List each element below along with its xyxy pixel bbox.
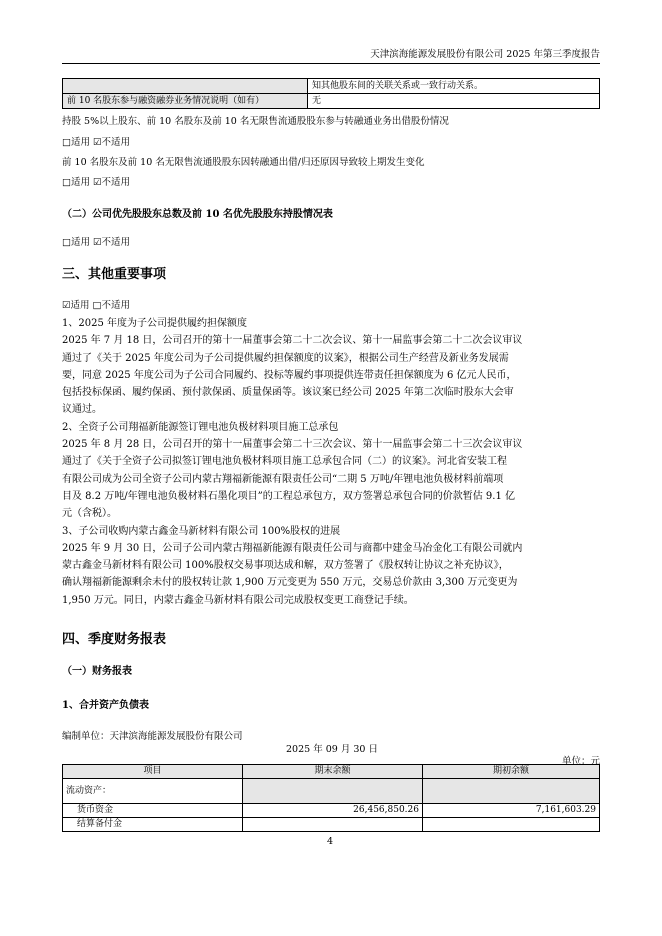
balance-sheet-table — [62, 764, 600, 832]
body-line: 3、子公司收购内蒙古鑫金马新材料有限公司 100%股权的进展 — [62, 525, 341, 537]
body-line: 通过了《关于全资子公司拟签订锂电池负极材料项目施工总承包合同（二）的议案》。河北省安装工程 — [62, 456, 507, 468]
table-cell — [423, 818, 600, 832]
body-line: 元（含税）。 — [62, 508, 117, 520]
body-line: 2025 年 9 月 30 日，公司子公司内蒙古翔福新能源有限责任公司与商都中建金马冶金化工有限公司就内 — [62, 542, 523, 554]
table-row — [63, 818, 600, 832]
header-rule — [62, 63, 600, 64]
table-cell: 货币资金 — [63, 804, 243, 818]
table-cell — [243, 818, 423, 832]
body-line: 2025 年 7 月 18 日，公司召开的第十一届董事会第二十二次会议、第十一届监事会第二十二次会议审议 — [62, 335, 523, 347]
table-row — [63, 79, 600, 94]
table-header-row — [63, 765, 600, 779]
table-cell: 结算备付金 — [63, 818, 243, 832]
table-row — [63, 779, 600, 804]
body-line: 2、全资子公司翔福新能源签订锂电池负极材料项目施工总承包 — [62, 421, 339, 433]
body-line: 通过了《关于 2025 年度公司为子公司提供履约担保额度的议案》，根据公司生产经营及新业务发展需 — [62, 352, 509, 364]
margin-change-heading: 前 10 名股东及前 10 名无限售流通股股东因转融通出借/归还原因导致较上期发生变化 — [62, 157, 425, 168]
column-header: 项目 — [63, 765, 243, 779]
other-matters-body — [62, 315, 600, 609]
table-cell — [423, 779, 600, 804]
column-header: 期末余额 — [243, 765, 423, 779]
body-line: 有限公司成为公司全资子公司内蒙古翔福新能源有限责任公司“二期 5 万吨/年锂电池负极材料前端项 — [62, 473, 504, 485]
body-line: 1、2025 年度为子公司提供履约担保额度 — [62, 318, 247, 329]
section-title-financial-statements: 四、季度财务报表 — [62, 632, 167, 647]
table-cell: 知其他股东间的关联关系或一致行动关系。 — [308, 79, 600, 94]
table-cell: 前 10 名股东参与融资融券业务情况说明（如有） — [63, 94, 308, 109]
body-line: 确认翔福新能源剩余未付的股权转让款 1,900 万元变更为 550 万元，交易总价款由 3,300 万元变更为 — [62, 577, 518, 589]
table-cell: 无 — [308, 94, 600, 109]
margin-lending-heading: 持股 5%以上股东、前 10 名股东及前 10 名无限售流通股股东参与转融通业务出借股份情况 — [62, 116, 449, 127]
applicability-mark: □适用 ☑不适用 — [62, 177, 131, 188]
applicability-mark: □适用 ☑不适用 — [62, 137, 131, 148]
table-cell — [243, 779, 423, 804]
compiler-label: 编制单位：天津滨海能源发展股份有限公司 — [62, 731, 243, 742]
column-header: 期初余额 — [423, 765, 600, 779]
body-line: 议通过。 — [62, 404, 102, 416]
applicability-mark: ☑适用 □不适用 — [62, 300, 131, 311]
section-title-other-matters: 三、其他重要事项 — [62, 267, 167, 282]
applicability-mark: □适用 ☑不适用 — [62, 237, 131, 248]
section-title-preferred-shares: （二）公司优先股股东总数及前 10 名优先股股东持股情况表 — [62, 209, 333, 220]
body-line: 包括投标保函、履约保函、预付款保函、质量保函等。该议案已经公司 2025 年第二次临时股东大会审 — [62, 387, 514, 399]
shareholder-notes-table — [62, 78, 600, 109]
table-row — [63, 804, 600, 818]
body-line: 2025 年 8 月 28 日，公司召开的第十一届董事会第二十三次会议、第十一届监事会第二十三次会议审议 — [62, 439, 523, 451]
body-line: 蒙古鑫金马新材料有限公司 100%股权交易事项达成和解，双方签署了《股权转让协议之补充协议》， — [62, 560, 509, 572]
table-cell: 7,161,603.29 — [423, 804, 600, 818]
subsection-title-statements: （一）财务报表 — [62, 666, 132, 677]
unit-label: 单位：元 — [561, 756, 600, 767]
table-cell — [63, 79, 308, 94]
table-row — [63, 94, 600, 109]
table-cell: 流动资产： — [63, 779, 243, 804]
page-number: 4 — [327, 836, 334, 847]
page-header-title: 天津滨海能源发展股份有限公司 2025 年第三季度报告 — [370, 49, 600, 60]
body-line: 要，同意 2025 年度公司为子公司合同履约、投标等履约事项提供连带责任担保额度为 6 亿元人民币， — [62, 369, 517, 381]
table-cell: 26,456,850.26 — [243, 804, 423, 818]
body-line: 1,950 万元。同日，内蒙古鑫金马新材料有限公司完成股权变更工商登记手续。 — [62, 594, 414, 606]
subsection-title-balance-sheet: 1、合并资产负债表 — [62, 700, 149, 711]
report-date: 2025 年 09 月 30 日 — [286, 744, 378, 755]
body-line: 目及 8.2 万吨/年锂电池负极材料石墨化项目”的工程总承包方，双方签署总承包合同的价款暂估 9.1 亿 — [62, 490, 516, 502]
